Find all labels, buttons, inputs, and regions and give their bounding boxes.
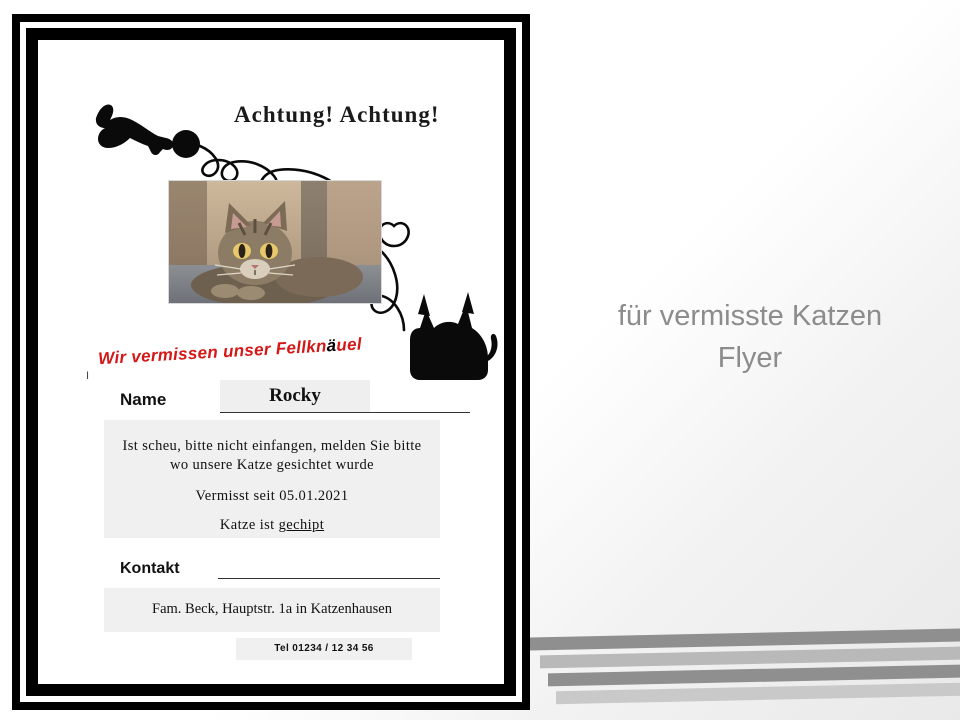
cat-photo — [168, 180, 382, 304]
slide-title — [560, 295, 940, 379]
kontakt-label: Kontakt — [120, 560, 180, 577]
flyer-frame — [12, 14, 530, 710]
flyer-page — [38, 40, 504, 684]
flyer-headline: Achtung! Achtung! — [234, 102, 440, 127]
slide-title-line-1: für vermisste Katzen — [617, 300, 883, 332]
phone-text: Tel 01234 / 12 34 56 — [274, 643, 374, 654]
address-box — [104, 588, 440, 632]
info-line-4-underline: gechipt — [278, 517, 325, 534]
slogan-part-1: Wir vermissen unser Fellkn — [97, 336, 328, 369]
name-underline — [220, 412, 470, 413]
slogan-part-2: uel — [335, 334, 363, 355]
flyer-frame-inner-black — [26, 28, 516, 696]
name-row — [120, 380, 440, 420]
stray-cursor-mark: I — [86, 370, 90, 382]
kontakt-underline — [218, 578, 440, 579]
name-value: Rocky — [269, 385, 321, 406]
slogan-part-umlaut: ä — [326, 335, 337, 356]
name-label: Name — [120, 390, 167, 409]
slide-title-line-2: Flyer — [717, 342, 783, 375]
decorative-ribbon-4 — [556, 683, 960, 704]
flyer-frame-white-band — [20, 22, 522, 702]
info-line-2: wo unsere Katze gesichtet wurde — [169, 457, 375, 474]
phone-box — [236, 638, 412, 660]
info-line-3: Vermisst seit 05.01.2021 — [195, 488, 349, 505]
info-line-4 — [104, 505, 440, 534]
flyer-slogan — [98, 331, 429, 369]
address-text: Fam. Beck, Hauptstr. 1a in Katzenhausen — [152, 601, 392, 617]
name-value-box — [220, 380, 370, 413]
info-line-4-pre: Katze ist — [219, 517, 279, 534]
info-box — [104, 420, 440, 538]
info-line-1: Ist scheu, bitte nicht einfangen, melden Sie bitte — [122, 438, 422, 454]
